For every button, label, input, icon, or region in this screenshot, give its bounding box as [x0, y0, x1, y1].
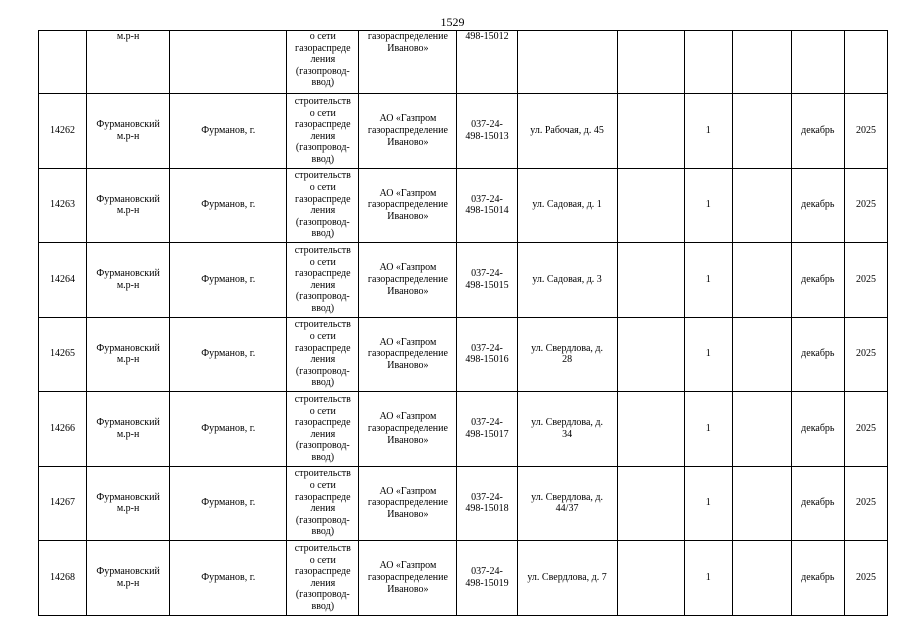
cell-district: Фурмановский м.р-н	[87, 168, 170, 243]
cell-empty	[617, 466, 684, 541]
cell-empty	[732, 31, 791, 94]
cell-year: 2025	[844, 541, 887, 616]
cell-year: 2025	[844, 392, 887, 467]
cell-year: 2025	[844, 317, 887, 392]
cell-year: 2025	[844, 168, 887, 243]
cell-locality	[170, 31, 287, 94]
cell-quantity: 1	[684, 541, 732, 616]
cell-organization: АО «Газпром газораспределение Иваново»	[359, 94, 457, 169]
cell-organization: АО «Газпром газораспределение Иваново»	[359, 392, 457, 467]
cell-district: Фурмановский м.р-н	[87, 243, 170, 318]
cell-empty	[732, 541, 791, 616]
gas-connection-table	[38, 30, 888, 616]
cell-month: декабрь	[791, 317, 844, 392]
cell-district: Фурмановский м.р-н	[87, 466, 170, 541]
cell-month	[791, 31, 844, 94]
cell-work-type: строительств о сети газораспреде ления (газопровод- ввод)	[287, 392, 359, 467]
cell-empty	[617, 31, 684, 94]
cell-no: 14263	[39, 168, 87, 243]
cell-district: м.р-н	[87, 31, 170, 94]
cell-quantity: 1	[684, 168, 732, 243]
cell-empty	[732, 243, 791, 318]
cell-empty	[617, 541, 684, 616]
cell-organization: АО «Газпром газораспределение Иваново»	[359, 168, 457, 243]
table-row	[39, 317, 888, 392]
cell-year	[844, 31, 887, 94]
cell-address: ул. Садовая, д. 1	[517, 168, 617, 243]
cell-month: декабрь	[791, 168, 844, 243]
table-row	[39, 392, 888, 467]
cell-locality: Фурманов, г.	[170, 541, 287, 616]
table-row	[39, 94, 888, 169]
cell-empty	[732, 168, 791, 243]
cell-address: ул. Свердлова, д. 28	[517, 317, 617, 392]
cell-district: Фурмановский м.р-н	[87, 317, 170, 392]
cell-empty	[617, 392, 684, 467]
cell-no: 14266	[39, 392, 87, 467]
cell-locality: Фурманов, г.	[170, 392, 287, 467]
cell-organization: АО «Газпром газораспределение Иваново»	[359, 243, 457, 318]
cell-empty	[732, 392, 791, 467]
cell-locality: Фурманов, г.	[170, 168, 287, 243]
cell-empty	[732, 317, 791, 392]
cell-work-type: строительств о сети газораспреде ления (газопровод- ввод)	[287, 168, 359, 243]
table-row	[39, 168, 888, 243]
cell-empty	[617, 243, 684, 318]
cell-quantity: 1	[684, 94, 732, 169]
cell-address: ул. Свердлова, д. 34	[517, 392, 617, 467]
table-row-continued	[39, 31, 888, 94]
cell-address	[517, 31, 617, 94]
cell-code: 037-24- 498-15013	[457, 94, 517, 169]
cell-locality: Фурманов, г.	[170, 94, 287, 169]
cell-organization: АО «Газпром газораспределение Иваново»	[359, 317, 457, 392]
table-row	[39, 541, 888, 616]
cell-year: 2025	[844, 243, 887, 318]
cell-no: 14264	[39, 243, 87, 318]
cell-month: декабрь	[791, 94, 844, 169]
cell-code: 498-15012	[457, 31, 517, 94]
cell-empty	[617, 317, 684, 392]
cell-code: 037-24- 498-15014	[457, 168, 517, 243]
cell-code: 037-24- 498-15015	[457, 243, 517, 318]
cell-organization: АО «Газпром газораспределение Иваново»	[359, 466, 457, 541]
cell-code: 037-24- 498-15017	[457, 392, 517, 467]
cell-code: 037-24- 498-15019	[457, 541, 517, 616]
cell-month: декабрь	[791, 392, 844, 467]
cell-no: 14267	[39, 466, 87, 541]
cell-empty	[732, 466, 791, 541]
cell-no: 14265	[39, 317, 87, 392]
cell-address: ул. Свердлова, д. 7	[517, 541, 617, 616]
page-number: 1529	[440, 15, 465, 29]
cell-organization: газораспределение Иваново»	[359, 31, 457, 94]
cell-address: ул. Рабочая, д. 45	[517, 94, 617, 169]
cell-district: Фурмановский м.р-н	[87, 94, 170, 169]
cell-empty	[732, 94, 791, 169]
cell-empty	[617, 168, 684, 243]
cell-month: декабрь	[791, 466, 844, 541]
cell-locality: Фурманов, г.	[170, 243, 287, 318]
cell-quantity: 1	[684, 317, 732, 392]
cell-quantity: 1	[684, 392, 732, 467]
cell-work-type: строительств о сети газораспреде ления (газопровод- ввод)	[287, 541, 359, 616]
cell-empty	[617, 94, 684, 169]
cell-no: 14268	[39, 541, 87, 616]
cell-address: ул. Свердлова, д. 44/37	[517, 466, 617, 541]
cell-year: 2025	[844, 94, 887, 169]
cell-no: 14262	[39, 94, 87, 169]
cell-work-type: строительств о сети газораспреде ления (газопровод- ввод)	[287, 466, 359, 541]
cell-district: Фурмановский м.р-н	[87, 541, 170, 616]
cell-quantity: 1	[684, 243, 732, 318]
cell-address: ул. Садовая, д. 3	[517, 243, 617, 318]
cell-work-type: строительств о сети газораспреде ления (газопровод- ввод)	[287, 317, 359, 392]
cell-work-type: строительств о сети газораспреде ления (газопровод- ввод)	[287, 243, 359, 318]
cell-code: 037-24- 498-15016	[457, 317, 517, 392]
cell-quantity: 1	[684, 466, 732, 541]
cell-month: декабрь	[791, 541, 844, 616]
cell-work-type: строительств о сети газораспреде ления (газопровод- ввод)	[287, 94, 359, 169]
cell-locality: Фурманов, г.	[170, 466, 287, 541]
cell-year: 2025	[844, 466, 887, 541]
cell-no	[39, 31, 87, 94]
cell-district: Фурмановский м.р-н	[87, 392, 170, 467]
cell-quantity	[684, 31, 732, 94]
cell-month: декабрь	[791, 243, 844, 318]
cell-locality: Фурманов, г.	[170, 317, 287, 392]
cell-organization: АО «Газпром газораспределение Иваново»	[359, 541, 457, 616]
table-row	[39, 243, 888, 318]
cell-work-type: о сети газораспреде ления (газопровод- ввод)	[287, 31, 359, 94]
cell-code: 037-24- 498-15018	[457, 466, 517, 541]
table-row	[39, 466, 888, 541]
